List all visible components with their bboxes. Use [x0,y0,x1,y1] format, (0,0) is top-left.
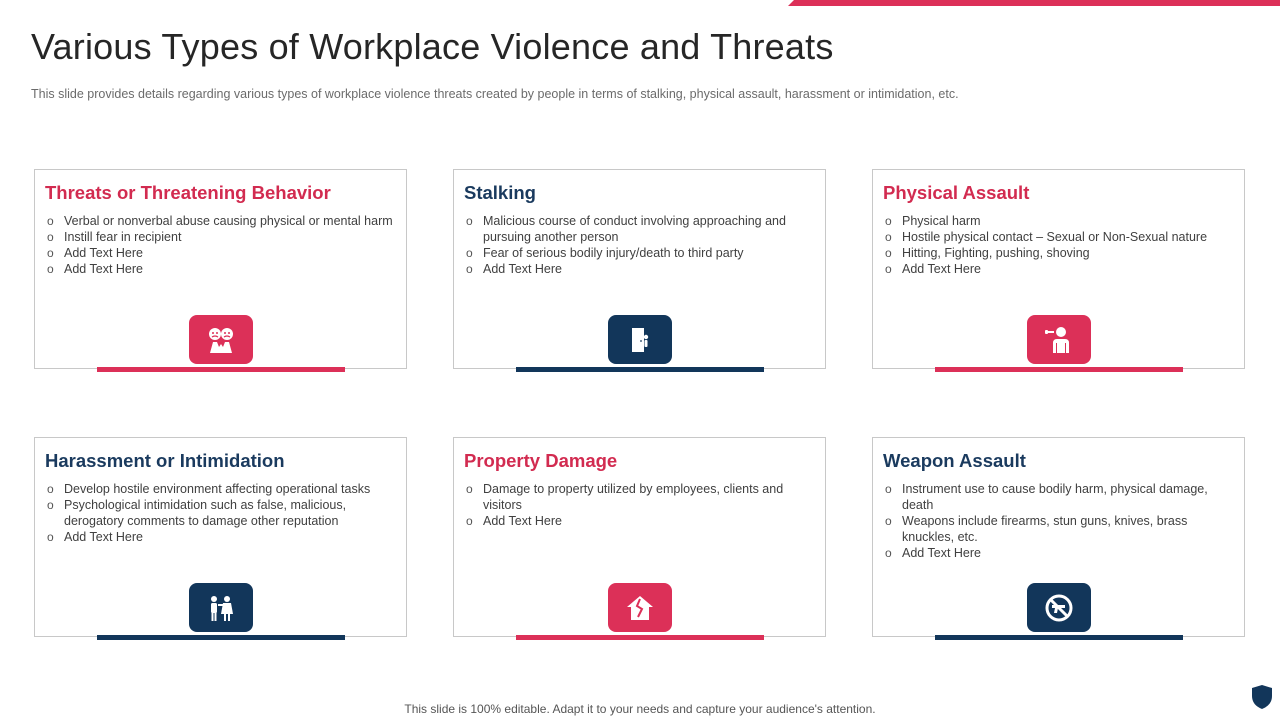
card-accent-bar [97,367,345,372]
harassment-people-icon [189,583,253,632]
top-accent-bar [788,0,1280,6]
card-title: Threats or Threatening Behavior [45,182,331,203]
card-list [47,213,394,277]
list-item: o Add Text Here [885,546,981,560]
card-title: Stalking [464,182,536,203]
card-list [466,213,813,277]
footer-note: This slide is 100% editable. Adapt it to your needs and capture your audience's attention. [404,702,876,716]
card-accent-bar [516,367,764,372]
list-item: o Add Text Here [466,262,562,276]
card-list [47,481,394,545]
list-item: o Instrument use to cause bodily harm, physical damage, death [885,482,1208,512]
card-accent-bar [97,635,345,640]
list-item: o Add Text Here [47,262,143,276]
list-item: o Instill fear in recipient [47,230,182,244]
angry-faces-icon [189,315,253,364]
card-harassment [34,437,407,637]
list-item: o Add Text Here [466,514,562,528]
list-item: o Add Text Here [47,246,143,260]
shield-icon [1251,684,1273,715]
card-title: Physical Assault [883,182,1030,203]
list-item: o Develop hostile environment affecting operational tasks [47,482,371,496]
page-subtitle: This slide provides details regarding various types of workplace violence threats created by people in terms of stalking, physical assault, harassment or intimidation, etc. [31,87,959,101]
punch-person-icon [1027,315,1091,364]
card-list [885,481,1232,561]
card-accent-bar [516,635,764,640]
card-accent-bar [935,635,1183,640]
page-title: Various Types of Workplace Violence and Threats [31,26,834,67]
list-item: o Verbal or nonverbal abuse causing physical or mental harm [47,214,393,228]
list-item: o Weapons include firearms, stun guns, knives, brass knuckles, etc. [885,514,1188,544]
list-item: o Hitting, Fighting, pushing, shoving [885,246,1090,260]
list-item: o Damage to property utilized by employees, clients and visitors [466,482,784,512]
list-item: o Physical harm [885,214,981,228]
card-title: Property Damage [464,450,618,471]
broken-house-icon [608,583,672,632]
list-item: o Add Text Here [47,530,143,544]
card-weapon-assault [872,437,1245,637]
no-gun-icon [1027,583,1091,632]
card-list [885,213,1232,277]
card-threats [34,169,407,369]
list-item: o Psychological intimidation such as false, malicious, derogatory comments to damage other reputation [47,498,347,528]
card-accent-bar [935,367,1183,372]
card-title: Weapon Assault [883,450,1026,471]
list-item: o Fear of serious bodily injury/death to third party [466,246,744,260]
card-property-damage [453,437,826,637]
card-list [466,481,813,529]
list-item: o Malicious course of conduct involving approaching and pursuing another person [466,214,786,244]
person-behind-door-icon [608,315,672,364]
card-title: Harassment or Intimidation [45,450,285,471]
card-physical-assault [872,169,1245,369]
list-item: o Add Text Here [885,262,981,276]
card-stalking [453,169,826,369]
list-item: o Hostile physical contact – Sexual or Non-Sexual nature [885,230,1208,244]
